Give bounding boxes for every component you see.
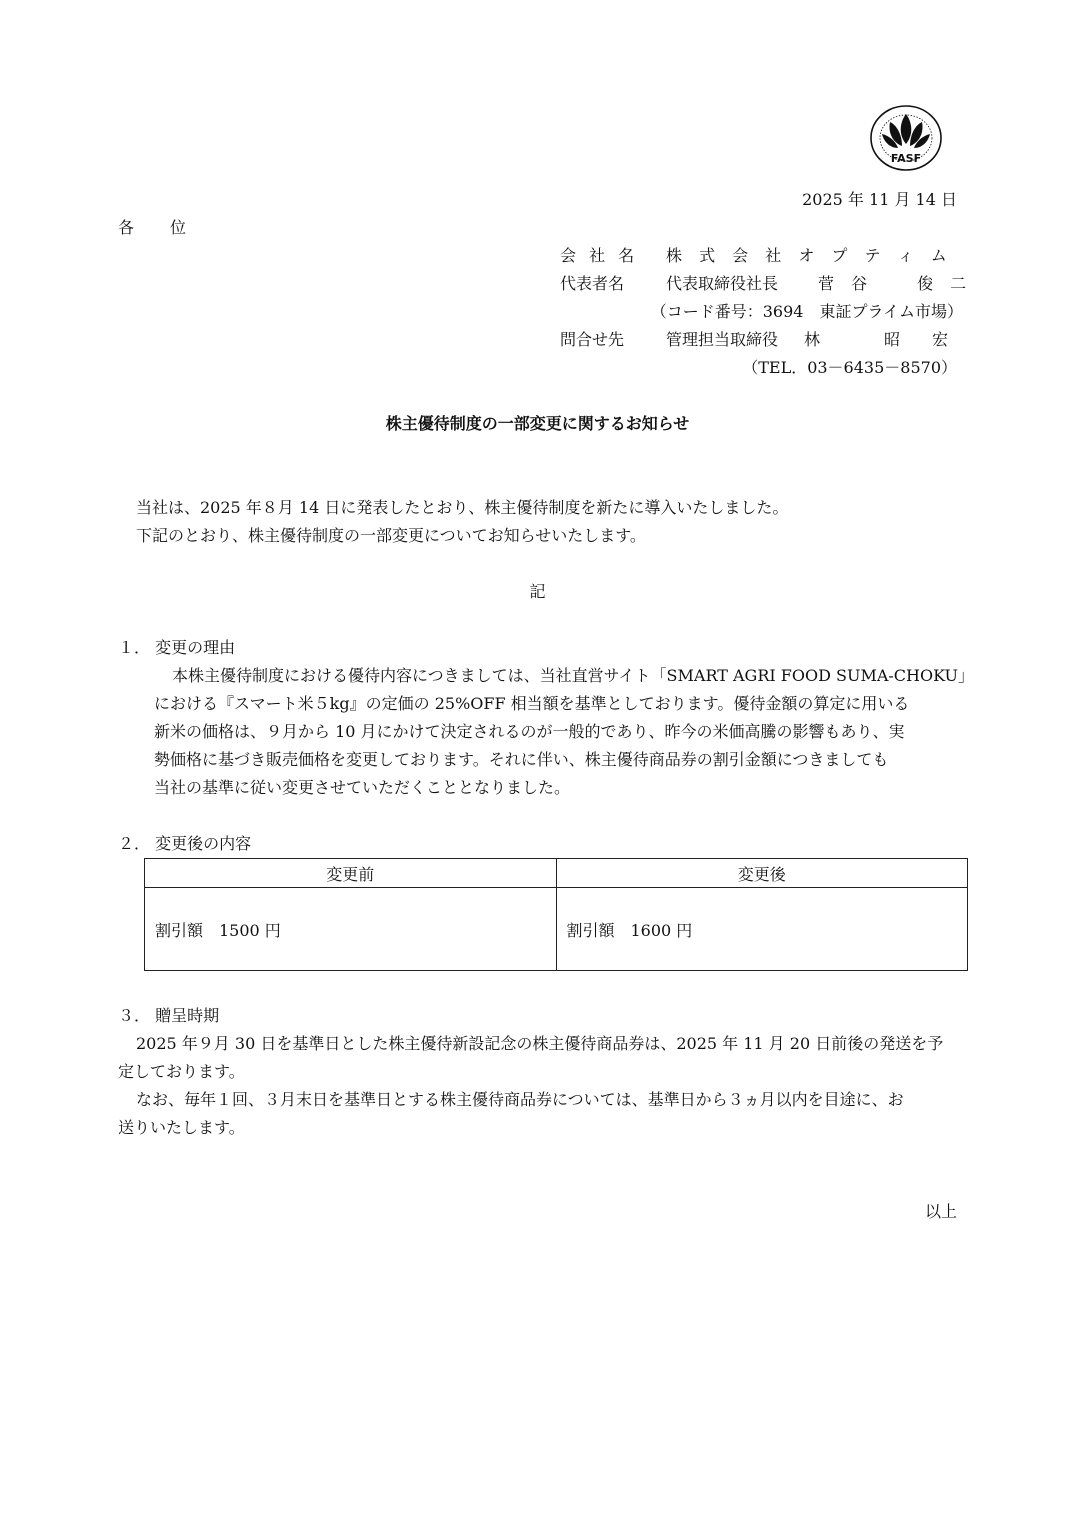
representative-label: 代表者名 [560,274,625,293]
telephone: （TEL．03－6435－8570） [742,358,957,377]
section3-heading: ３． 贈呈時期 [118,1006,220,1025]
section1-line-3: 新米の価格は、９月から 10 月にかけて決定されるのが一般的であり、昨今の米価高騰の影響もあり、実 [154,722,905,741]
table-header-row [145,859,968,888]
section3-line-1: 2025 年９月 30 日を基準日とした株主優待新設記念の株主優待商品券は、2025 年 11 月 20 日前後の発送を予 [136,1034,944,1053]
representative-title: 代表取締役社長 [666,274,779,293]
company-label: 会 社 名 [560,246,639,265]
fasf-logo [868,104,944,172]
section3-line-4: 送りいたします。 [118,1118,245,1137]
contact-title: 管理担当取締役 [666,330,779,349]
company-value: 株 式 会 社 オ プ テ ィ ム [666,246,953,265]
comparison-table [144,858,968,971]
stock-code: （コード番号：3694 東証プライム市場） [650,302,963,321]
contact-name: 林 昭 宏 [804,330,949,349]
table-row [145,888,968,971]
section1-line-1: 本株主優待制度における優待内容につきましては、当社直営サイト「SMART AGRI FOOD SUMA-CHOKU」 [172,666,974,685]
column-header-after: 変更後 [556,859,968,888]
section1-heading: １． 変更の理由 [118,638,236,657]
section3-line-2: 定しております。 [118,1062,245,1081]
date: 2025 年 11 月 14 日 [802,190,957,209]
intro-line-2: 下記のとおり、株主優待制度の一部変更についてお知らせいたします。 [136,526,646,545]
section1-line-4: 勢価格に基づき販売価格を変更しております。それに伴い、株主優待商品券の割引金額につきましても [154,750,889,769]
contact-label: 問合せ先 [560,330,625,349]
section2-heading: ２． 変更後の内容 [118,834,252,853]
column-header-before: 変更前 [145,859,557,888]
section1-line-5: 当社の基準に従い変更させていただくこととなりました。 [154,778,571,797]
representative-name: 菅 谷 俊 二 [818,274,973,293]
logo-text: FASF [890,152,922,165]
cell-before: 割引額 1500 円 [145,888,557,971]
closing: 以上 [924,1202,957,1221]
intro-line-1: 当社は、2025 年８月 14 日に発表したとおり、株主優待制度を新たに導入いたしました。 [136,498,789,517]
addressee: 各 位 [118,218,197,237]
document-title: 株主優待制度の一部変更に関するお知らせ [385,414,690,433]
cell-after: 割引額 1600 円 [556,888,968,971]
section3-line-3: なお、毎年１回、３月末日を基準日とする株主優待商品券については、基準日から３ヵ月以内を目途に、お [136,1090,904,1109]
ki-mark: 記 [529,582,546,601]
section1-line-2: における『スマート米５kg』の定価の 25%OFF 相当額を基準としております。優待金額の算定に用いる [154,694,910,713]
